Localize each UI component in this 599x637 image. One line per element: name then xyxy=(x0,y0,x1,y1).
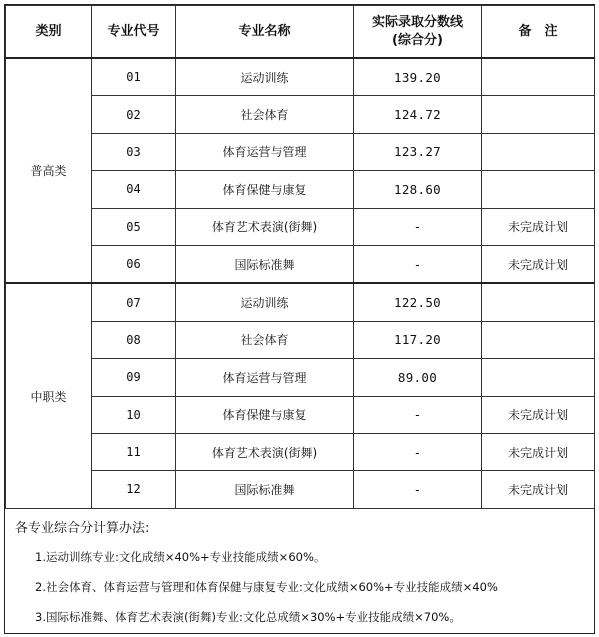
admission-score-sheet xyxy=(4,4,595,634)
code-cell: 11 xyxy=(92,433,176,470)
notes-line-1: 1.运动训练专业:文化成绩×40%+专业技能成绩×60%。 xyxy=(35,550,326,564)
note-cell xyxy=(482,171,595,208)
table-row xyxy=(6,471,595,508)
score-cell: 128.60 xyxy=(354,171,482,208)
name-cell: 国际标准舞 xyxy=(176,471,354,508)
score-table xyxy=(5,5,595,509)
table-row xyxy=(6,321,595,358)
header-category: 类别 xyxy=(6,6,92,59)
score-cell: - xyxy=(354,245,482,283)
name-cell: 社会体育 xyxy=(176,321,354,358)
name-cell: 体育艺术表演(街舞) xyxy=(176,208,354,245)
score-cell: 122.50 xyxy=(354,283,482,321)
note-cell: 未完成计划 xyxy=(482,471,595,508)
name-cell: 社会体育 xyxy=(176,96,354,133)
score-cell: - xyxy=(354,433,482,470)
notes-line-3: 3.国际标准舞、体育艺术表演(街舞)专业:文化总成绩×30%+专业技能成绩×70%。 xyxy=(35,610,461,624)
code-cell: 10 xyxy=(92,396,176,433)
table-row xyxy=(6,171,595,208)
note-cell xyxy=(482,321,595,358)
name-cell: 运动训练 xyxy=(176,283,354,321)
note-cell: 未完成计划 xyxy=(482,208,595,245)
score-cell: 123.27 xyxy=(354,133,482,170)
header-note: 备 注 xyxy=(482,6,595,59)
table-row xyxy=(6,283,595,321)
note-cell xyxy=(482,359,595,396)
code-cell: 09 xyxy=(92,359,176,396)
notes-title: 各专业综合分计算办法: xyxy=(15,521,150,536)
score-cell: - xyxy=(354,471,482,508)
name-cell: 国际标准舞 xyxy=(176,245,354,283)
score-cell: 117.20 xyxy=(354,321,482,358)
note-cell xyxy=(482,133,595,170)
code-cell: 02 xyxy=(92,96,176,133)
note-cell: 未完成计划 xyxy=(482,433,595,470)
table-row xyxy=(6,58,595,96)
note-cell xyxy=(482,283,595,321)
name-cell: 体育运营与管理 xyxy=(176,133,354,170)
calculation-notes xyxy=(5,505,594,633)
category-cell: 普高类 xyxy=(6,58,92,283)
note-cell xyxy=(482,58,595,96)
name-cell: 体育艺术表演(街舞) xyxy=(176,433,354,470)
name-cell: 体育保健与康复 xyxy=(176,396,354,433)
table-row xyxy=(6,133,595,170)
code-cell: 05 xyxy=(92,208,176,245)
code-cell: 03 xyxy=(92,133,176,170)
score-cell: 139.20 xyxy=(354,58,482,96)
score-cell: 89.00 xyxy=(354,359,482,396)
header-score-line2: (综合分) xyxy=(392,32,443,48)
name-cell: 体育运营与管理 xyxy=(176,359,354,396)
code-cell: 06 xyxy=(92,245,176,283)
header-name: 专业名称 xyxy=(176,6,354,59)
score-cell: - xyxy=(354,396,482,433)
table-row xyxy=(6,433,595,470)
code-cell: 04 xyxy=(92,171,176,208)
name-cell: 体育保健与康复 xyxy=(176,171,354,208)
code-cell: 12 xyxy=(92,471,176,508)
table-row xyxy=(6,96,595,133)
code-cell: 07 xyxy=(92,283,176,321)
code-cell: 01 xyxy=(92,58,176,96)
table-body xyxy=(6,58,595,508)
notes-line-2: 2.社会体育、体育运营与管理和体育保健与康复专业:文化成绩×60%+专业技能成绩×40% xyxy=(35,580,498,594)
score-cell: - xyxy=(354,208,482,245)
note-cell xyxy=(482,96,595,133)
table-row xyxy=(6,245,595,283)
note-cell: 未完成计划 xyxy=(482,396,595,433)
header-row xyxy=(6,6,595,59)
table-row xyxy=(6,359,595,396)
score-cell: 124.72 xyxy=(354,96,482,133)
note-cell: 未完成计划 xyxy=(482,245,595,283)
header-score-line1: 实际录取分数线 xyxy=(371,14,463,30)
name-cell: 运动训练 xyxy=(176,58,354,96)
category-cell: 中职类 xyxy=(6,283,92,508)
table-row xyxy=(6,208,595,245)
table-row xyxy=(6,396,595,433)
header-code: 专业代号 xyxy=(92,6,176,59)
code-cell: 08 xyxy=(92,321,176,358)
header-score xyxy=(354,6,482,59)
